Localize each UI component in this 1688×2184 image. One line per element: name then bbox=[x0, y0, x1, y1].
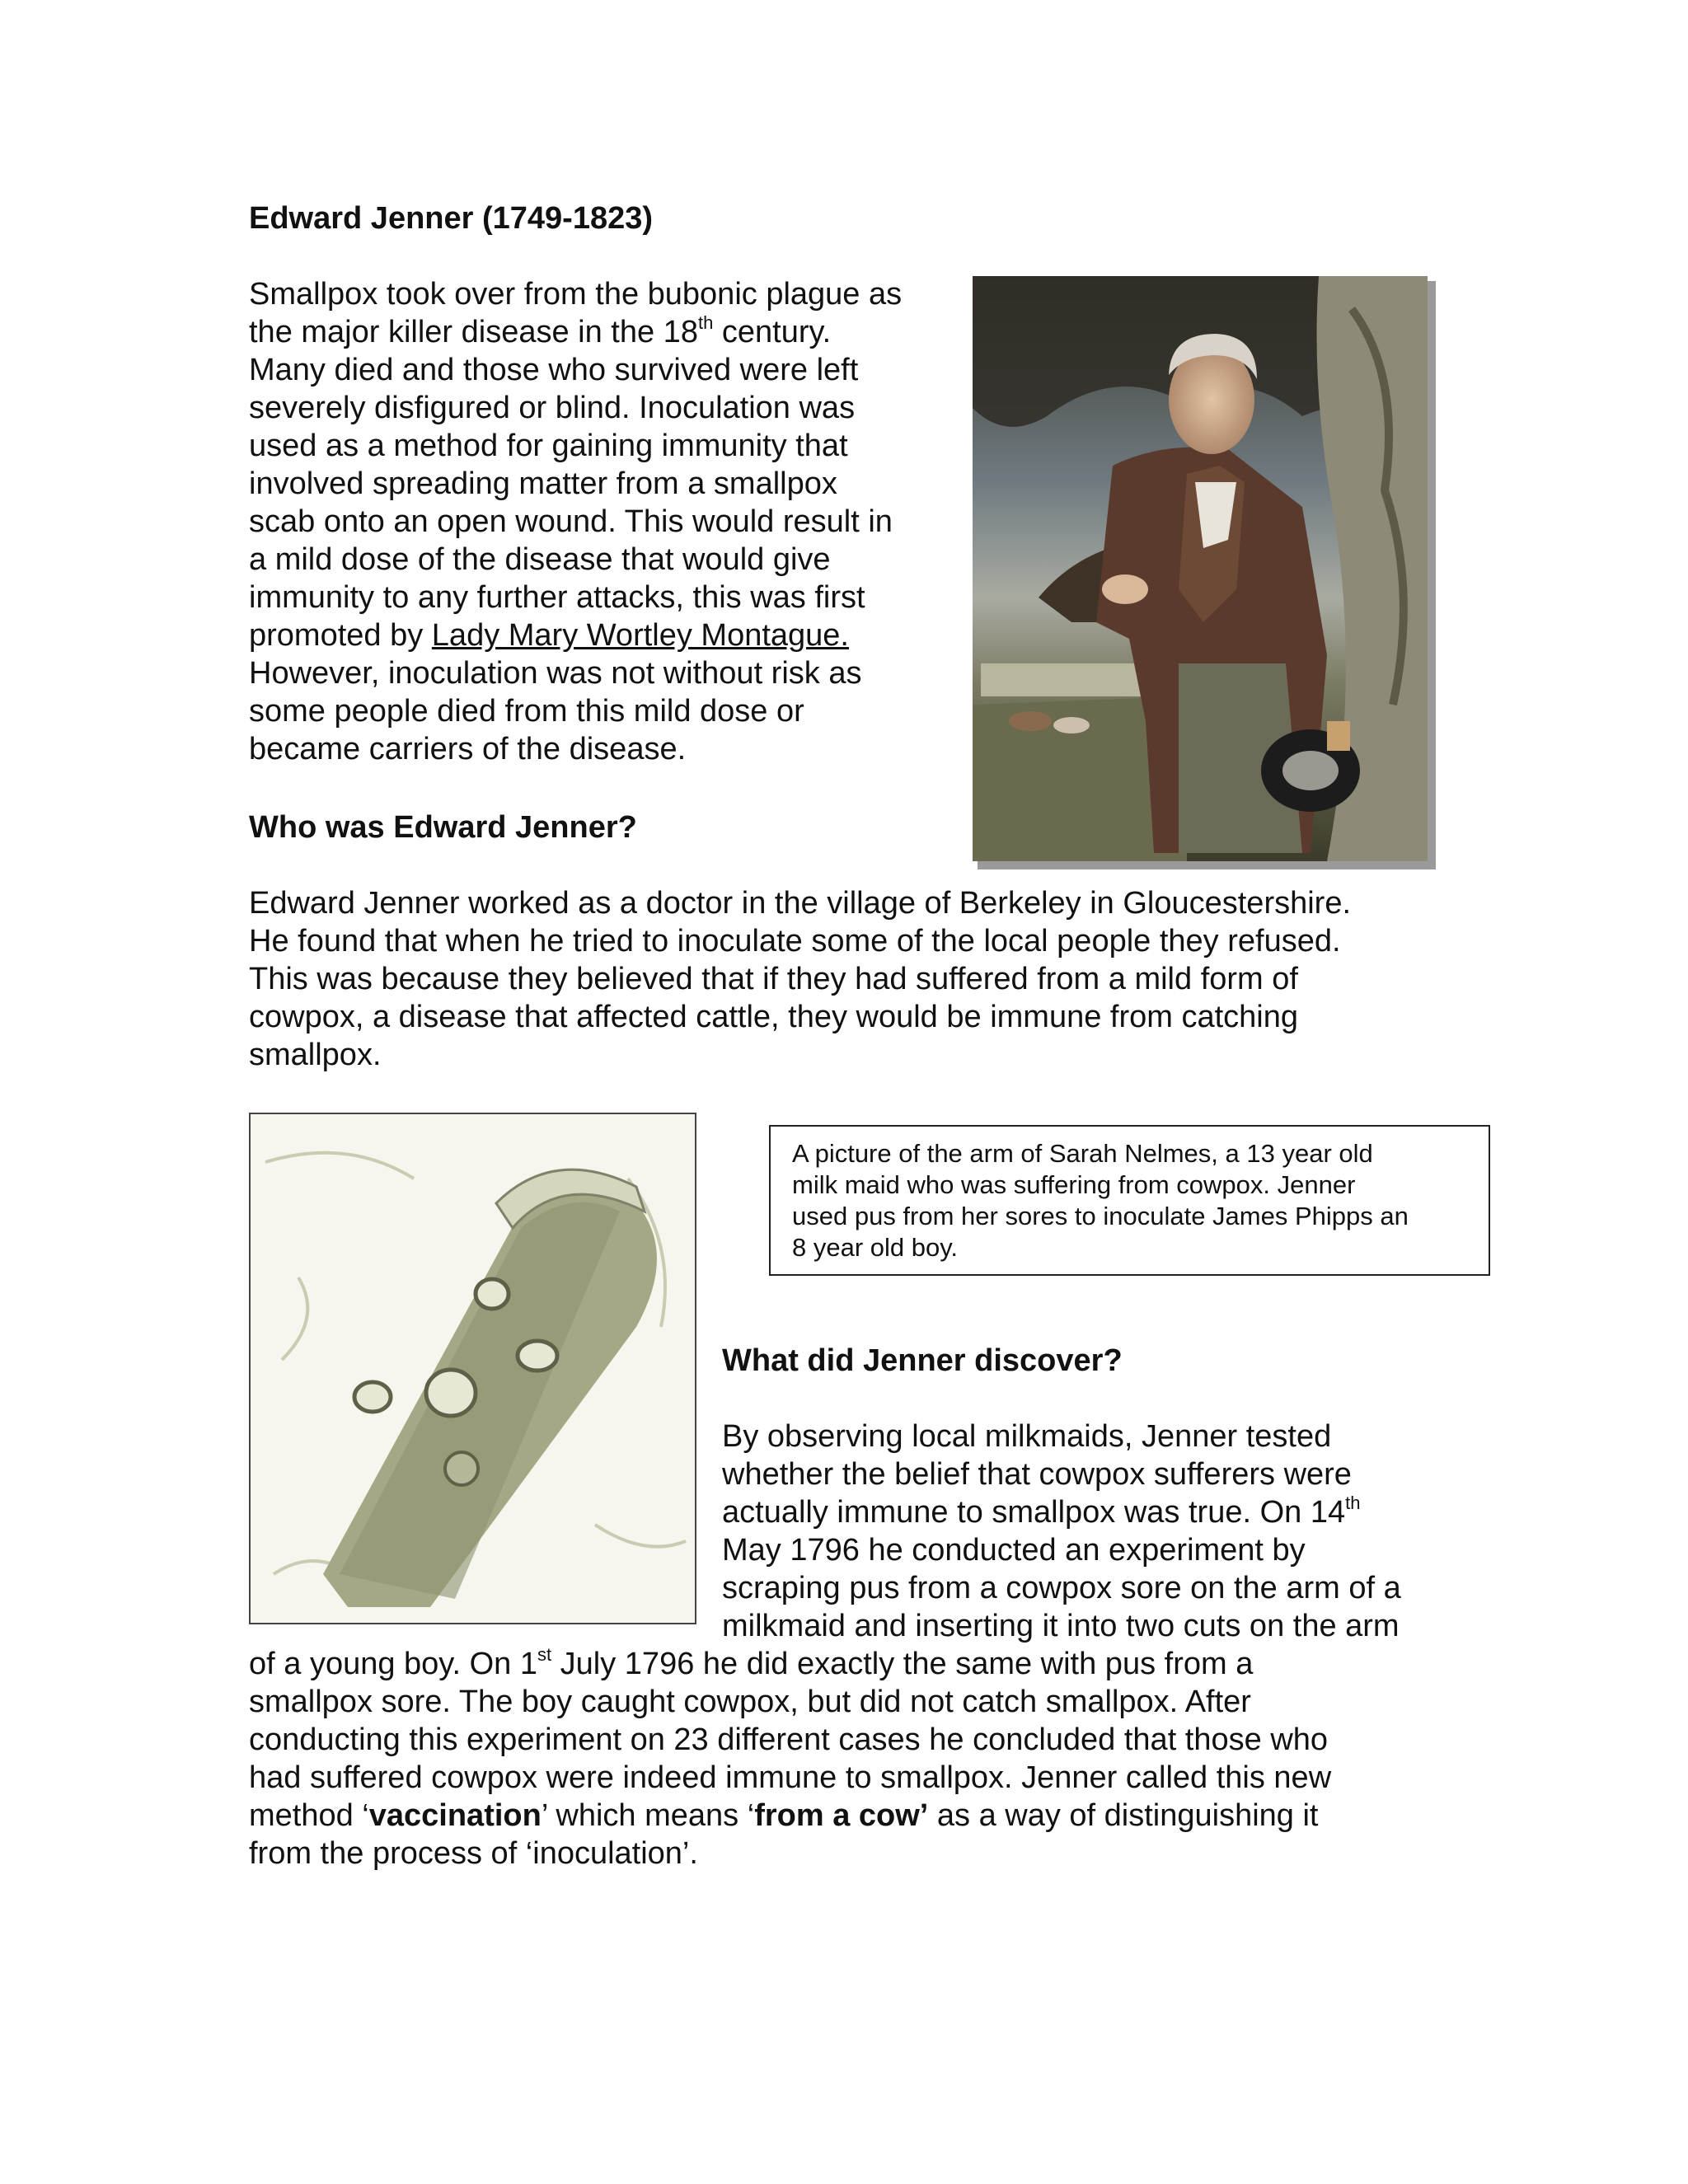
intro-line: However, inoculation was not without risk as bbox=[249, 656, 862, 691]
discover-line: By observing local milkmaids, Jenner tested bbox=[722, 1419, 1332, 1454]
discover-line: had suffered cowpox were indeed immune to smallpox. Jenner called this new bbox=[249, 1760, 1332, 1795]
intro-line: some people died from this mild dose or bbox=[249, 694, 804, 729]
who-line: smallpox. bbox=[249, 1038, 382, 1072]
intro-line: a mild dose of the disease that would give bbox=[249, 542, 831, 577]
caption-line: A picture of the arm of Sarah Nelmes, a 13 year old bbox=[792, 1139, 1373, 1168]
illustration-caption bbox=[769, 1125, 1490, 1276]
intro-line: immunity to any further attacks, this was first bbox=[249, 580, 865, 615]
montague-link[interactable]: Lady Mary Wortley Montague. bbox=[431, 618, 849, 653]
discover-line: whether the belief that cowpox sufferers were bbox=[722, 1457, 1352, 1492]
from-a-cow-term: from a cow’ bbox=[754, 1798, 929, 1833]
discover-paragraph-indented bbox=[722, 1418, 1464, 1645]
discover-heading: What did Jenner discover? bbox=[722, 1343, 1123, 1378]
who-heading: Who was Edward Jenner? bbox=[249, 810, 637, 845]
discover-paragraph-full bbox=[249, 1645, 1452, 1872]
intro-line: promoted by Lady Mary Wortley Montague. bbox=[249, 618, 849, 653]
discover-line: conducting this experiment on 23 different cases he concluded that those who bbox=[249, 1722, 1329, 1757]
intro-line: involved spreading matter from a smallpox bbox=[249, 466, 837, 501]
caption-line: 8 year old boy. bbox=[792, 1233, 959, 1262]
who-line: Edward Jenner worked as a doctor in the village of Berkeley in Gloucestershire. bbox=[249, 886, 1352, 921]
who-line: He found that when he tried to inoculate some of the local people they refused. bbox=[249, 924, 1341, 958]
caption-line: used pus from her sores to inoculate James Phipps an bbox=[792, 1202, 1409, 1230]
discover-line: method ‘vaccination’ which means ‘from a cow’ as a way of distinguishing it bbox=[249, 1798, 1319, 1833]
vaccination-term: vaccination bbox=[368, 1798, 542, 1833]
who-line: cowpox, a disease that affected cattle, they would be immune from catching bbox=[249, 1000, 1298, 1034]
page-title: Edward Jenner (1749-1823) bbox=[249, 201, 654, 236]
intro-line: became carriers of the disease. bbox=[249, 732, 687, 766]
intro-line: scab onto an open wound. This would result in bbox=[249, 504, 893, 539]
intro-line: the major killer disease in the 18th century. bbox=[249, 312, 832, 349]
intro-line: Many died and those who survived were left bbox=[249, 353, 859, 387]
discover-line: of a young boy. On 1st July 1796 he did exactly the same with pus from a bbox=[249, 1644, 1254, 1681]
jenner-portrait bbox=[973, 276, 1436, 869]
discover-line: May 1796 he conducted an experiment by bbox=[722, 1533, 1306, 1568]
who-paragraph bbox=[249, 884, 1452, 1074]
intro-line: Smallpox took over from the bubonic plague as bbox=[249, 277, 903, 312]
discover-line: milkmaid and inserting it into two cuts on the arm bbox=[722, 1609, 1400, 1643]
discover-line: from the process of ‘inoculation’. bbox=[249, 1836, 698, 1871]
intro-line: severely disfigured or blind. Inoculation was bbox=[249, 391, 856, 425]
caption-line: milk maid who was suffering from cowpox. Jenner bbox=[792, 1170, 1356, 1199]
who-line: This was because they believed that if they had suffered from a mild form of bbox=[249, 962, 1298, 996]
discover-line: actually immune to smallpox was true. On 14th bbox=[722, 1493, 1361, 1530]
discover-line: smallpox sore. The boy caught cowpox, but did not catch smallpox. After bbox=[249, 1685, 1251, 1719]
intro-paragraph bbox=[249, 275, 958, 768]
intro-line: used as a method for gaining immunity that bbox=[249, 429, 848, 463]
discover-line: scraping pus from a cowpox sore on the arm of a bbox=[722, 1571, 1401, 1605]
cowpox-arm-illustration bbox=[249, 1113, 696, 1624]
